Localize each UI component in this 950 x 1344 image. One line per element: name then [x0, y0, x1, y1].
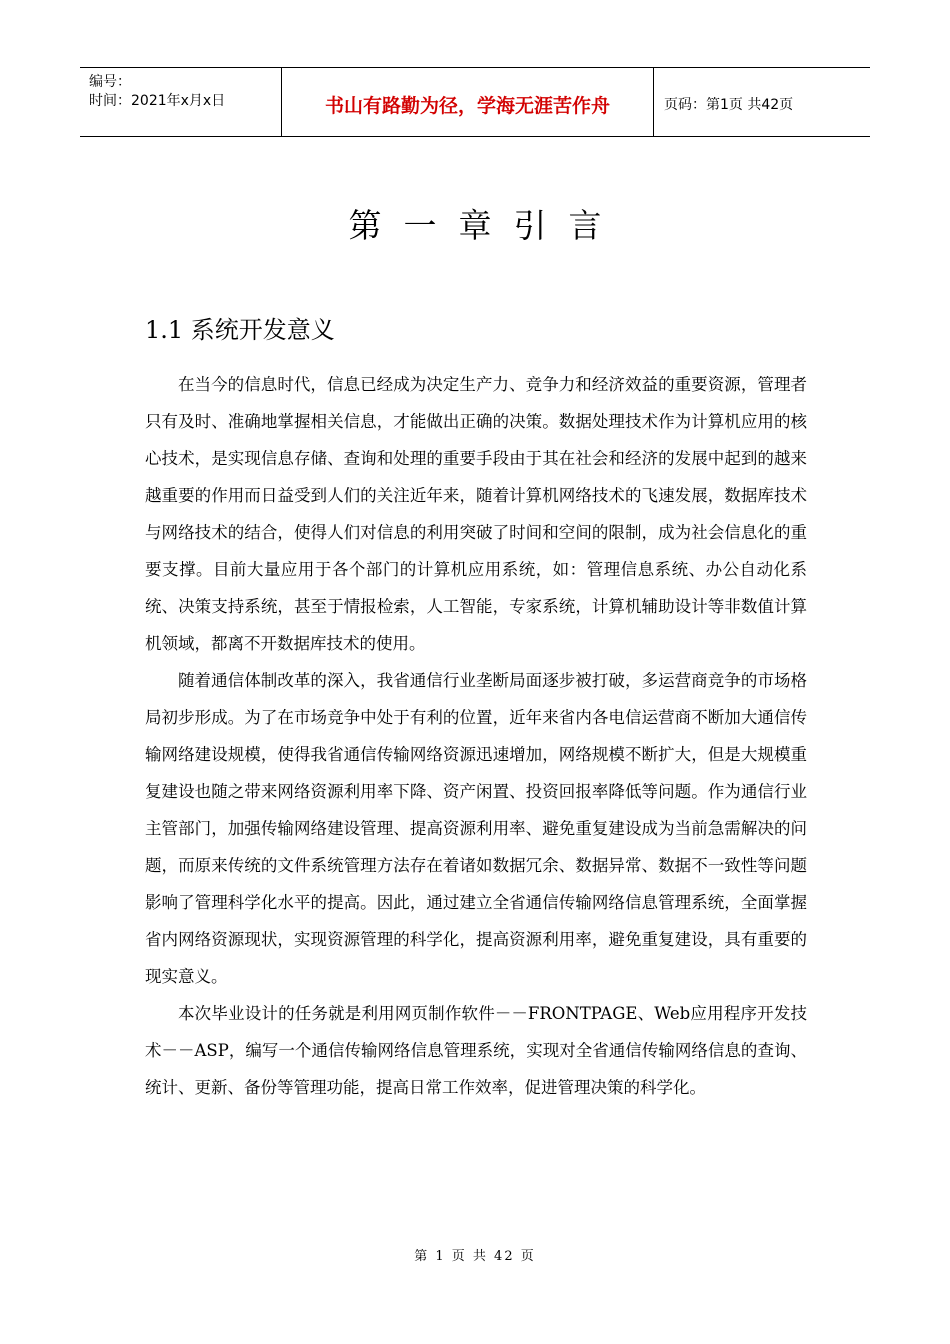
page-header [80, 67, 870, 137]
document-number-label: 编号： [89, 74, 131, 90]
header-page-info: 页码：第1页 共42页 [664, 97, 794, 113]
paragraph: 在当今的信息时代，信息已经成为决定生产力、竞争力和经济效益的重要资源，管理者只有及时、准确地掌握相关信息，才能做出正确的决策。数据处理技术作为计算机应用的核心技术，是实现信息存储、查询和处理的重要手段由于其在社会和经济的发展中起到的越来越重要的作用而日益受到人们的关注近年来，随着计算机网络技术的飞速发展，数据库技术与网络技术的结合，使得人们对信息的利用突破了时间和空间的限制，成为社会信息化的重要支撑。目前大量应用于各个部门的计算机应用系统，如：管理信息系统、办公自动化系统、决策支持系统，甚至于情报检索，人工智能，专家系统，计算机辅助设计等非数值计算机领域，都离不开数据库技术的使用。 [145, 375, 807, 653]
document-time-label: 时间：2021年x月x日 [89, 93, 226, 109]
paragraph: 随着通信体制改革的深入，我省通信行业垄断局面逐步被打破，多运营商竞争的市场格局初步形成。为了在市场竞争中处于有利的位置，近年来省内各电信运营商不断加大通信传输网络建设规模，使得我省通信传输网络资源迅速增加，网络规模不断扩大，但是大规模重复建设也随之带来网络资源利用率下降、资产闲置、投资回报率降低等问题。作为通信行业主管部门，加强传输网络建设管理、提高资源利用率、避免重复建设成为当前急需解决的问题，而原来传统的文件系统管理方法存在着诸如数据冗余、数据异常、数据不一致性等问题影响了管理科学化水平的提高。因此，通过建立全省通信传输网络信息管理系统，全面掌握省内网络资源现状，实现资源管理的科学化，提高资源利用率，避免重复建设，具有重要的现实意义。 [145, 671, 807, 986]
page-footer: 第 1 页 共 42 页 [414, 1249, 536, 1264]
header-motto: 书山有路勤为径，学海无涯苦作舟 [281, 68, 654, 136]
header-meta [80, 68, 281, 136]
body-text [145, 366, 807, 1106]
section-title: 1.1 系统开发意义 [145, 316, 335, 344]
paragraph: 本次毕业设计的任务就是利用网页制作软件－－FRONTPAGE、Web应用程序开发技术－－ASP，编写一个通信传输网络信息管理系统，实现对全省通信传输网络信息的查询、统计、更新、备份等管理功能，提高日常工作效率，促进管理决策的科学化。 [145, 1004, 807, 1097]
chapter-title: 第一章引言 [348, 206, 624, 245]
